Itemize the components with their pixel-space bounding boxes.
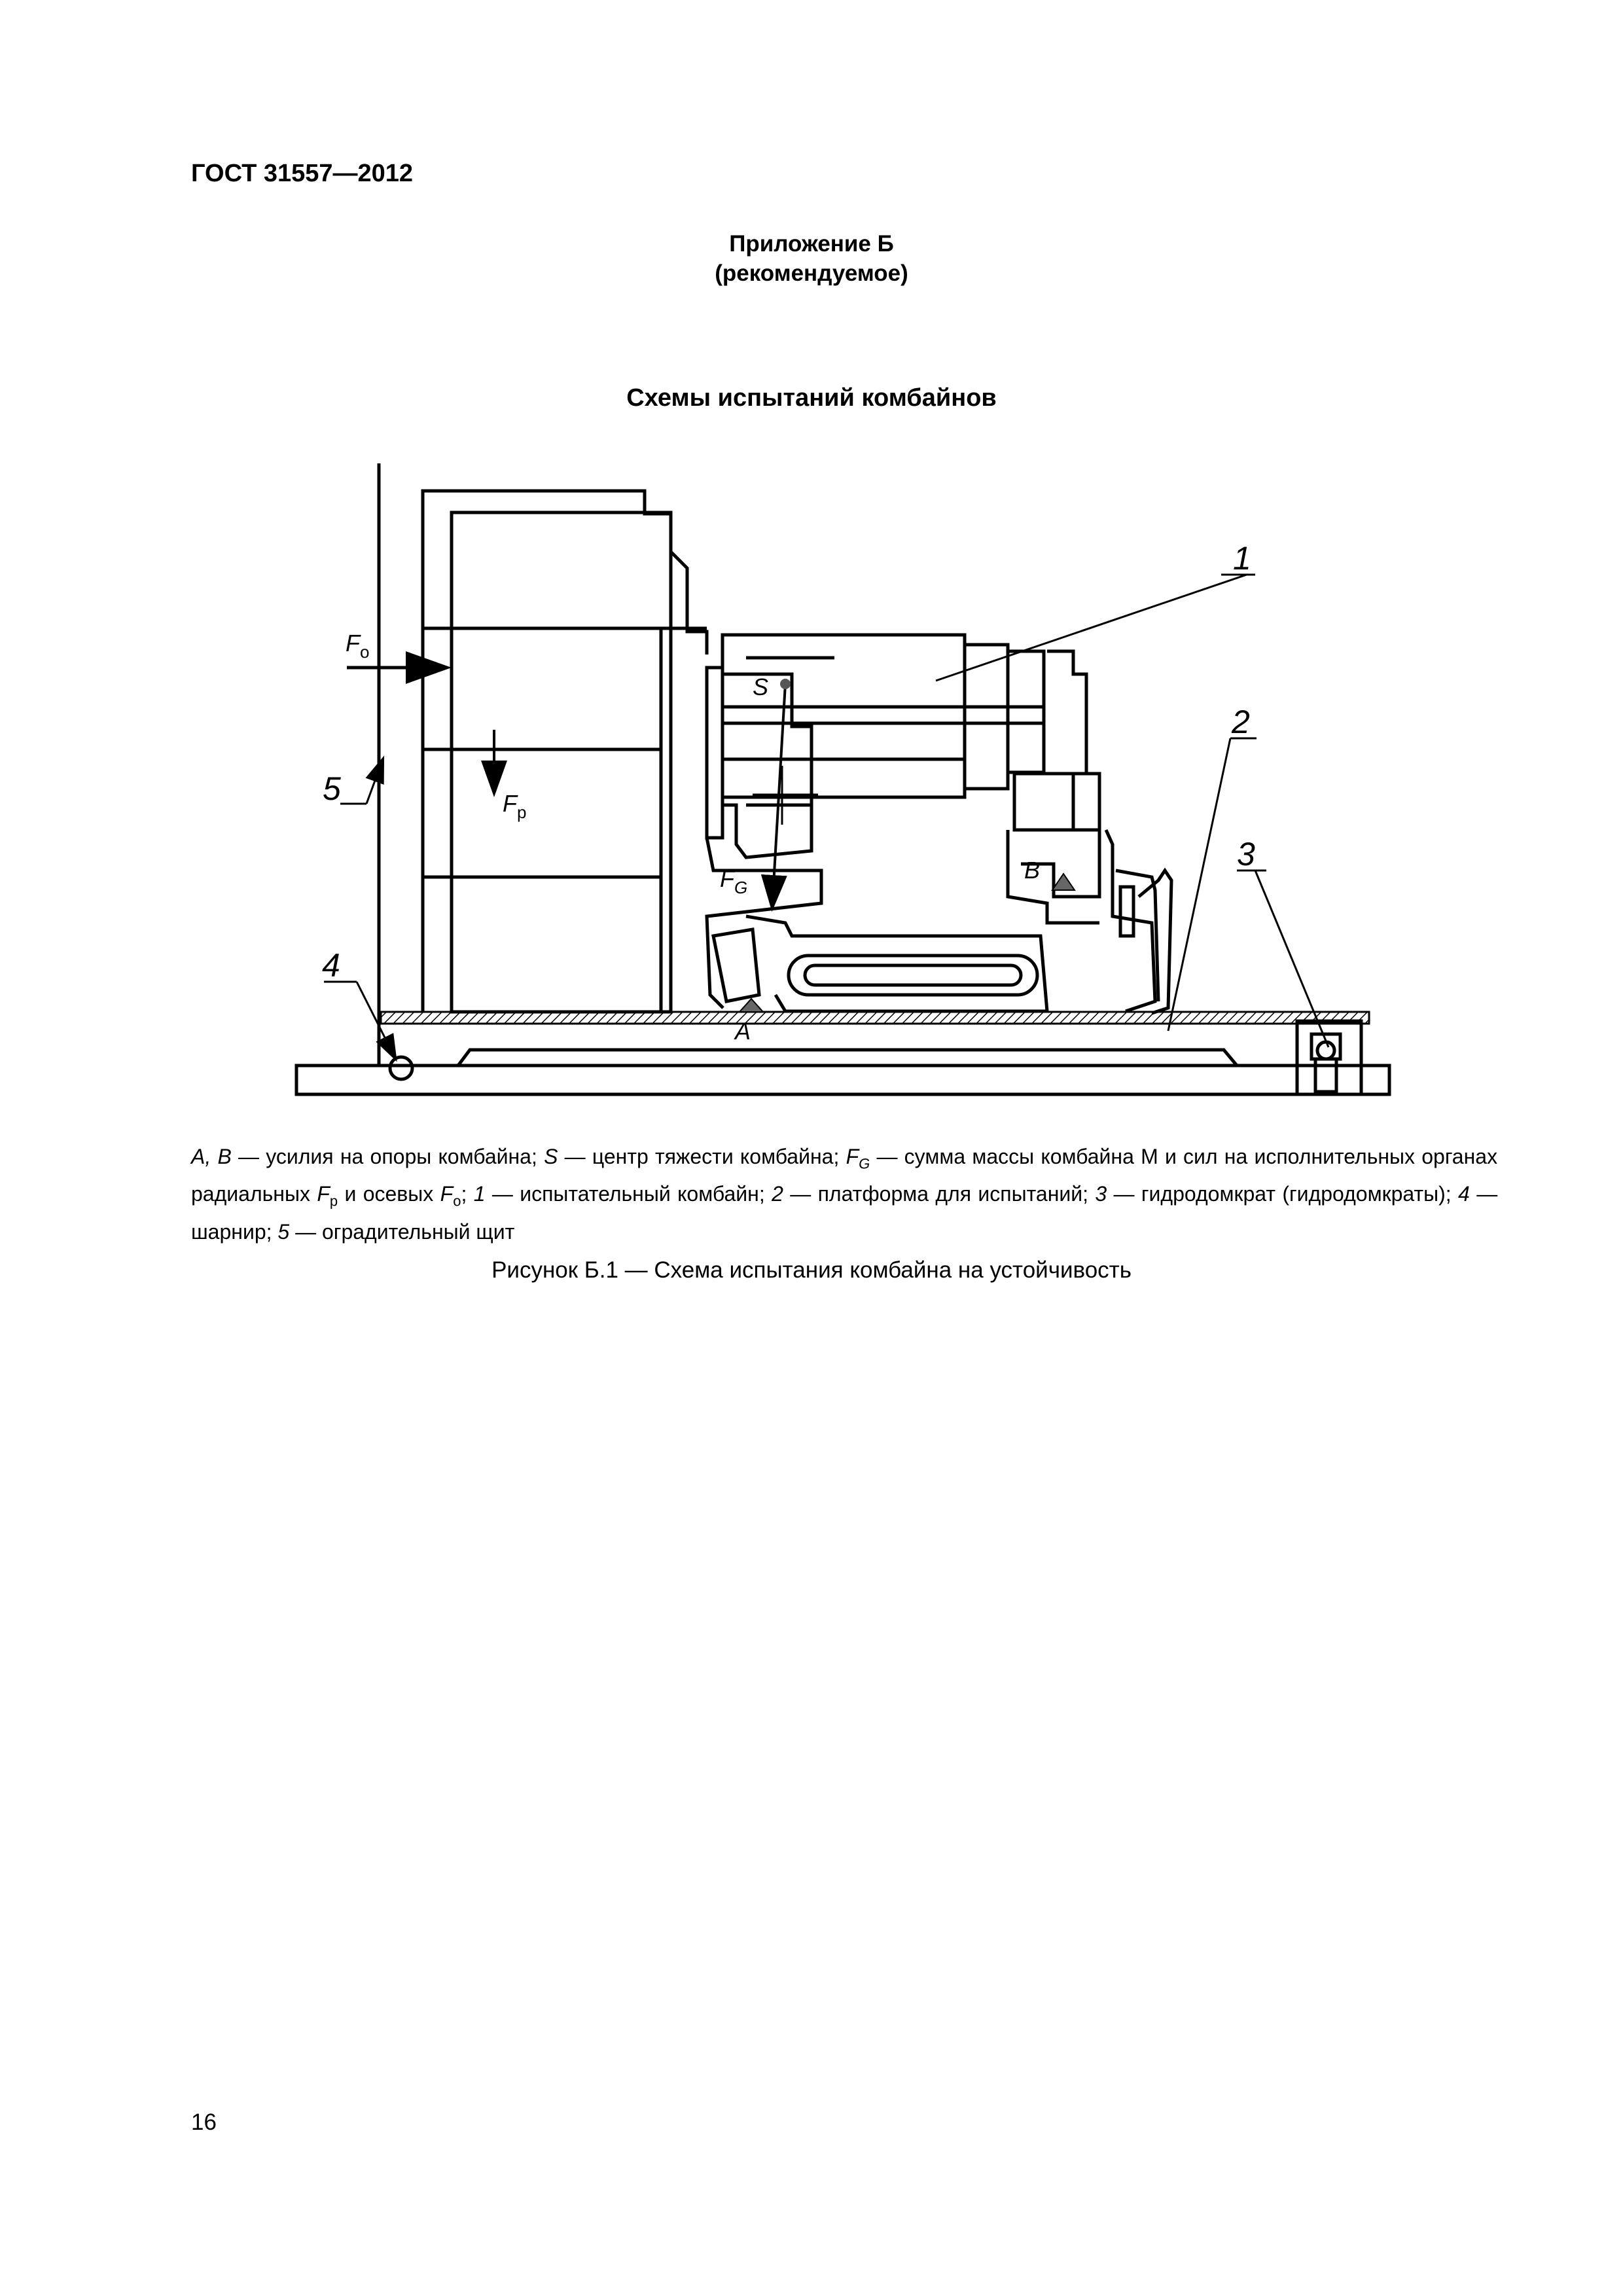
test-platform-hatch	[381, 1012, 1369, 1024]
figure-caption: Рисунок Б.1 — Схема испытания комбайна на устойчивость	[491, 1257, 1132, 1283]
label-S: S	[753, 673, 769, 700]
hinge-symbol	[390, 1057, 412, 1079]
label-F-axial: $F_о$	[346, 630, 370, 662]
figure-legend: A, B — усилия на опоры комбайна; S — центр тяжести комбайна; $F_G$ — сумма массы комбайна М и сил на исполнительных органах радиальных $F_р$ и осевых $F_о$; 1 — испытательный комбайн; 2 — платформа для испытаний; 3 — гидродомкрат (гидродомкраты); 4 — шарнир; 5 — оградительный щит	[191, 1145, 1498, 1244]
callout-4: 4	[322, 947, 340, 984]
section-title: Схемы испытаний комбайнов	[626, 384, 997, 412]
document-code: ГОСТ 31557—2012	[191, 160, 414, 187]
appendix-status: (рекомендуемое)	[715, 260, 908, 286]
label-F-radial: $F_р$	[503, 790, 527, 822]
appendix-title: Приложение Б	[729, 231, 894, 257]
callout-1: 1	[1233, 540, 1251, 577]
combine-test-diagram	[0, 0, 1623, 1126]
label-B: B	[1024, 857, 1041, 884]
callout-3: 3	[1237, 836, 1255, 872]
callout-2: 2	[1232, 704, 1250, 740]
label-F-G: $F_G$	[720, 865, 748, 897]
page-number: 16	[191, 2109, 217, 2135]
base-frame	[296, 1066, 1389, 1094]
callout-5: 5	[323, 770, 341, 807]
label-A: A	[735, 1018, 751, 1045]
